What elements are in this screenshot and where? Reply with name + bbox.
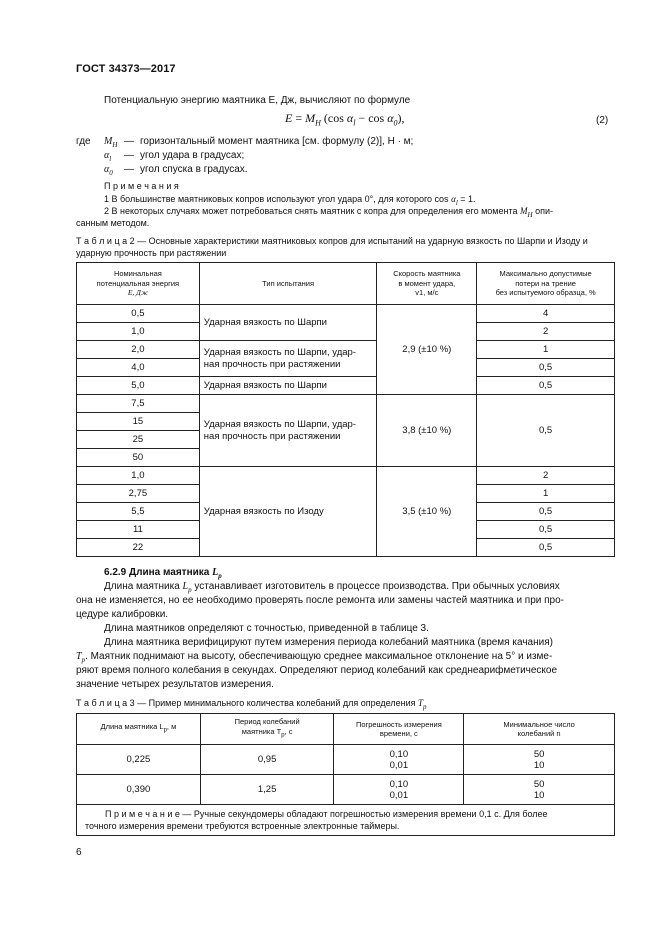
note-2-text: 2 В некоторых случаях может потребоваться снять маятник с копра для определения его момента [104,206,518,216]
loss-cell: 0,5 [477,503,615,521]
note-2 [104,205,553,221]
energy-cell: 15 [77,413,200,431]
type-cell: Ударная вязкость по Изоду [199,467,377,557]
table2-header-row [77,263,615,305]
where-item [104,163,113,180]
formula-number: (2) [596,115,609,126]
intro-text [104,94,410,107]
error-value: 0,01 [389,789,409,801]
energy-cell: 1,0 [77,467,200,485]
error-cell [334,745,464,775]
table2-caption [76,235,616,259]
header-line: колебаний n [517,729,561,738]
table-row [77,341,615,359]
loss-cell: 0,5 [477,395,615,467]
p3-sub: p [81,656,86,664]
table3-header-count [464,714,615,745]
energy-cell: 5,0 [77,377,200,395]
header-line: потери на трение [515,278,576,288]
period-cell: 0,95 [200,745,334,775]
formula-open: (cos [323,111,344,125]
header-line: , м [166,722,177,731]
type-cell: Ударная вязкость по Шарпи [199,305,377,341]
note-1-sub: l [455,198,458,207]
error-value: 0,10 [389,748,409,760]
header-sub: p [281,732,285,739]
header-line: Скорость маятника [393,269,461,279]
formula [285,111,405,127]
table2-header-energy [77,263,200,305]
note-lead: П р и м е ч а н и е [105,809,180,819]
header-line: v1, м/с [415,288,439,298]
section-p3-line4: значение четырех результатов измерения. [76,679,274,690]
loss-cell: 0,5 [477,521,615,539]
energy-cell: 50 [77,449,200,467]
energy-cell: 11 [77,521,200,539]
error-value: 0,01 [389,759,409,771]
speed-cell: 2,9 (±10 %) [377,305,477,395]
table3-header-period [200,714,334,745]
count-value: 10 [533,759,545,771]
energy-cell: 0,5 [77,305,200,323]
table2-header-type [199,263,377,305]
formula-lhs: E [285,111,293,125]
page-number: 6 [76,847,82,858]
formula-eq: = [295,111,303,125]
length-cell: 0,390 [77,775,201,805]
note-text: — Ручные секундомеры обладают погрешностью измерения времени 0,1 с. Для более [182,809,548,819]
type-line: Ударная вязкость по Шарпи, удар- [203,346,356,358]
table3-header-length [77,714,201,745]
header-line: Номинальная [113,269,162,279]
formula-close: ), [397,111,405,125]
note-2-sub: H [527,210,533,219]
count-value: 50 [533,778,545,790]
loss-cell: 1 [477,341,615,359]
count-value: 10 [533,789,545,801]
note-2-cont: санным методом. [76,218,150,228]
table2-caption-text: — Основные характеристики маятниковых копров для испытаний на ударную вязкость по Шарпи и Изоду и ударную прочность при растяжении [76,236,588,258]
formula-m-sub: H [315,118,321,128]
table3-header-row [77,714,615,745]
note-1-text: 1 В большинстве маятниковых копров используют угол удара 0°, для которого cos [104,194,449,204]
note-1-end: = 1. [460,194,476,204]
type-cell: Ударная вязкость по Шарпи [199,377,377,395]
where-dash: — [124,136,134,147]
error-cell [334,775,464,805]
notes-title: П р и м е ч а н и я [104,181,179,191]
header-line: маятника T [241,726,282,736]
energy-cell: 1,0 [77,323,200,341]
energy-cell: 2,75 [77,485,200,503]
header-line: E, Дж [127,288,148,298]
where-sym: α [104,150,110,161]
table3-note-row [77,805,615,836]
header-line: времени, с [379,729,418,738]
section-p3-line3: ряют время полного колебания в секундах. Определяют период колебаний как среднеарифметическое [76,665,558,676]
energy-cell: 4,0 [77,359,200,377]
type-line: ная прочность при растяжении [203,358,341,370]
section-p3-line1: Длина маятника верифицируют путем измерения периода колебаний маятника (время качания) [104,637,553,648]
intro-sentence: Потенциальную энергию маятника E, Дж, вычисляют по формуле [104,95,411,106]
loss-cell: 2 [477,467,615,485]
table2-header-speed [377,263,477,305]
header-line: потенциальная энергия [96,278,180,288]
section-heading-sym: L [212,567,219,578]
table3-caption-sub: p [423,702,427,711]
where-text: угол спуска в градусах. [140,164,248,175]
length-cell: 0,225 [77,745,201,775]
section-heading-sub: p [218,572,222,580]
table3-caption-sym: T [418,698,424,708]
where-dash: — [124,164,134,175]
table-row [77,775,615,805]
formula-a0-sub: 0 [393,118,398,128]
section-p1-line2: она не изменяется, но ее необходимо проверять после ремонта или замены частей маятника и при про- [76,595,565,606]
type-line: ная прочность при растяжении [203,430,341,442]
table-row [77,745,615,775]
table3-header-error [334,714,464,745]
count-cell [464,775,615,805]
where-text: горизонтальный момент маятника [см. формулу (2)], Н · м; [140,136,414,147]
loss-cell: 0,5 [477,359,615,377]
where-lead: где [76,136,91,147]
loss-cell: 2 [477,323,615,341]
speed-cell: 3,5 (±10 %) [377,467,477,557]
table-3 [76,713,615,836]
table-2 [76,262,615,557]
header-line: Период колебаний [234,717,300,727]
p3-text: . Маятник поднимают на высоту, обеспечивающую среднее максимальное отклонение на 5° и изме- [85,651,553,662]
note-2-sym: M [520,206,528,216]
header-line: Погрешность измерения [355,719,442,729]
energy-cell: 2,0 [77,341,200,359]
table2-caption-lead: Т а б л и ц а 2 [76,236,135,246]
where-sym: M [104,136,113,147]
where-sub: 0 [109,169,113,177]
section-p2: Длина маятников определяют с точностью, приведенной в таблице 3. [104,623,429,634]
table-row [77,467,615,485]
header-line: в момент удара, [398,278,456,288]
count-cell [464,745,615,775]
where-dash: — [124,150,134,161]
header-sub: p [163,727,167,734]
header-line: Максимально допустимые [499,269,592,279]
table-row [77,305,615,323]
speed-cell: 3,8 (±10 %) [377,395,477,467]
table3-caption [76,697,427,713]
loss-cell: 1 [477,485,615,503]
where-sub: H [112,141,118,149]
p1-text: Длина маятника [104,581,180,592]
section-heading-text: 6.2.9 Длина маятника [104,567,210,578]
where-sub: l [109,155,112,163]
loss-cell: 0,5 [477,377,615,395]
energy-cell: 5,5 [77,503,200,521]
document-header: ГОСТ 34373—2017 [76,63,176,75]
header-line: без испытуемого образца, % [495,288,596,298]
count-value: 50 [533,748,545,760]
loss-cell: 0,5 [477,539,615,557]
energy-cell: 25 [77,431,200,449]
header-line: Минимальное число [503,719,575,729]
loss-cell: 4 [477,305,615,323]
header-line: Тип испытания [262,278,315,288]
note-2-end: опи- [535,206,553,216]
type-cell [199,395,377,467]
error-value: 0,10 [389,778,409,790]
formula-m: M [305,111,316,125]
table3-caption-lead: Т а б л и ц а 3 [76,698,135,708]
table3-caption-text: — Пример минимального количества колебаний для определения [137,698,416,708]
formula-a0: α [387,111,394,125]
p3-sym: T [76,651,82,662]
where-sym: α [104,164,110,175]
energy-cell: 22 [77,539,200,557]
table-row [77,395,615,413]
formula-minus: − cos [358,111,385,125]
type-line: Ударная вязкость по Шарпи, удар- [203,418,356,430]
formula-a1: α [346,111,354,125]
formula-a1-sub: l [353,118,356,128]
header-line: , с [284,726,293,736]
note-1-sym: α [451,194,456,204]
note-text-2: точного измерения времени требуются встроенные электронные таймеры. [85,821,400,831]
p1-sym: L [182,581,189,592]
header-line: Длина маятника L [100,722,164,731]
p1-text-end: устанавливает изготовитель в процессе производства. При обычных условиях [194,581,560,592]
p1-sub: p [188,586,192,594]
type-cell [199,341,377,377]
section-p1-line3: цедуре калибровки. [76,609,169,620]
energy-cell: 7,5 [77,395,200,413]
period-cell: 1,25 [200,775,334,805]
where-text: угол удара в градусах; [140,150,245,161]
table3-note [77,805,615,836]
table2-header-loss [477,263,615,305]
table-row [77,377,615,395]
